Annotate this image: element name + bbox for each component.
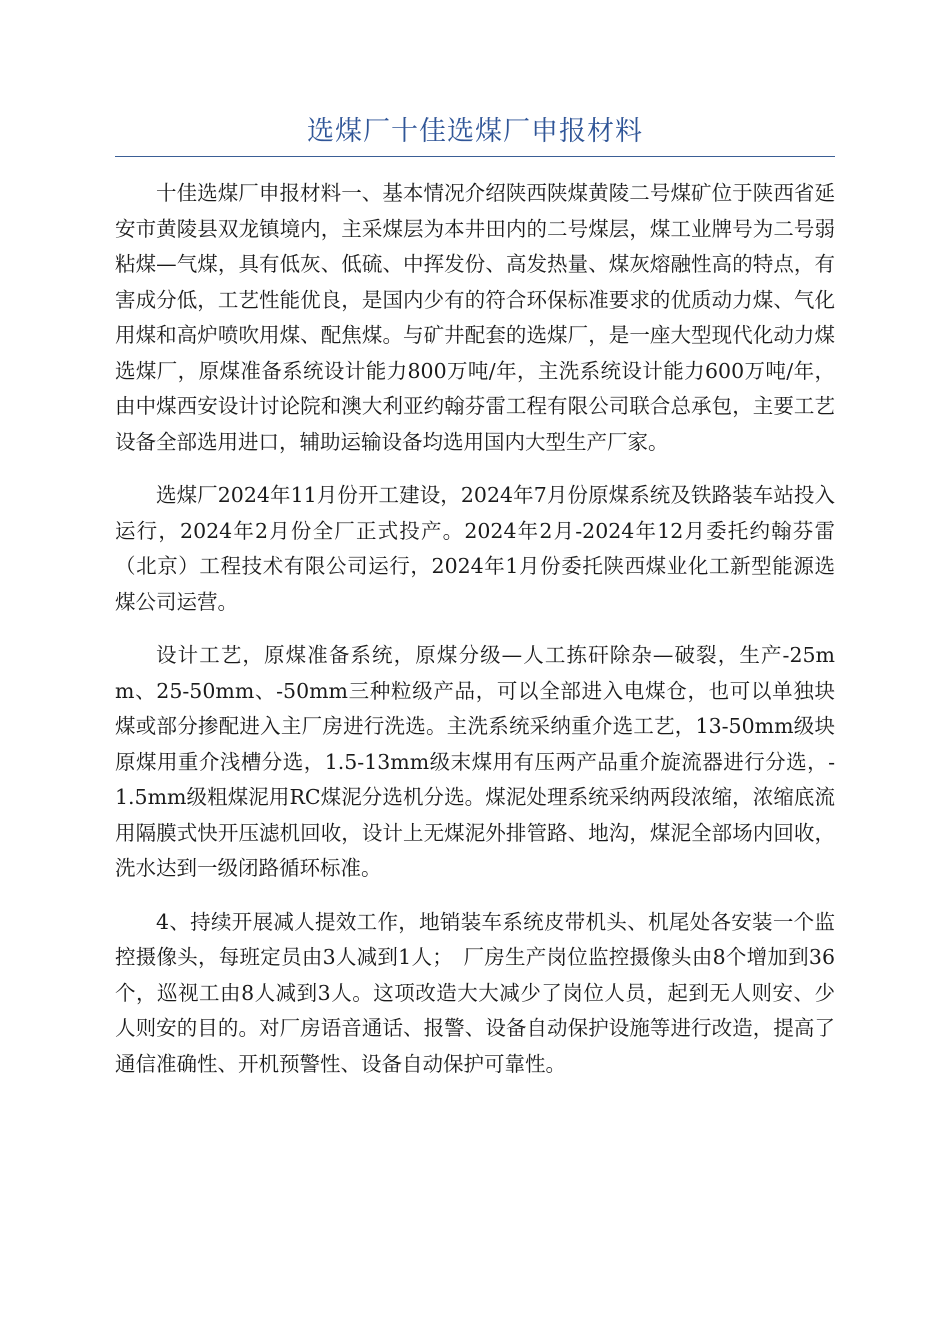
paragraph-construction-timeline: 选煤厂2024年11月份开工建设，2024年7月份原煤系统及铁路装车站投入运行，2024年2月份全厂正式投产。2024年2月-2024年12月委托约翰芬雷（北京）工程技术有限公司运行，2024年1月份委托陕西煤业化工新型能源选煤公司运营。: [115, 483, 835, 614]
paragraph-staff-reduction: 4、持续开展减人提效工作，地销装车系统皮带机头、机尾处各安装一个监控摄像头，每班定员由3人减到1人； 厂房生产岗位监控摄像头由8个增加到36个，巡视工由8人减到3人。这项改造大大减少了岗位人员，起到无人则安、少人则安的目的。对厂房语音通话、报警、设备自动保护设施等进行改造，提高了通信准确性、开机预警性、设备自动保护可靠性。: [115, 909, 835, 1076]
paragraph-basic-info: 十佳选煤厂申报材料一、基本情况介绍陕西陕煤黄陵二号煤矿位于陕西省延安市黄陵县双龙镇境内，主采煤层为本井田内的二号煤层，煤工业牌号为二号弱粘煤—气煤，具有低灰、低硫、中挥发份、高发热量、煤灰熔融性高的特点，有害成分低，工艺性能优良，是国内少有的符合环保标准要求的优质动力煤、气化用煤和高炉喷吹用煤、配焦煤。与矿井配套的选煤厂，是一座大型现代化动力煤选煤厂，原煤准备系统设计能力800万吨/年，主洗系统设计能力600万吨/年，由中煤西安设计讨论院和澳大利亚约翰芬雷工程有限公司联合总承包，主要工艺设备全部选用进口，辅助运输设备均选用国内大型生产厂家。: [115, 181, 835, 454]
document-body: [115, 176, 835, 1100]
paragraph-design-process: 设计工艺，原煤准备系统，原煤分级—人工拣矸除杂—破裂，生产-25mm、25-50mm、-50mm三种粒级产品，可以全部进入电煤仓，也可以单独块煤或部分掺配进入主厂房进行洗选。主洗系统采纳重介选工艺，13-50mm级块原煤用重介浅槽分选，1.5-13mm级末煤用有压两产品重介旋流器进行分选，-1.5mm级粗煤泥用RC煤泥分选机分选。煤泥处理系统采纳两段浓缩，浓缩底流用隔膜式快开压滤机回收，设计上无煤泥外排管路、地沟，煤泥全部场内回收，洗水达到一级闭路循环标准。: [115, 643, 835, 880]
title-block: [115, 112, 835, 157]
document-title: 选煤厂十佳选煤厂申报材料: [307, 116, 643, 147]
